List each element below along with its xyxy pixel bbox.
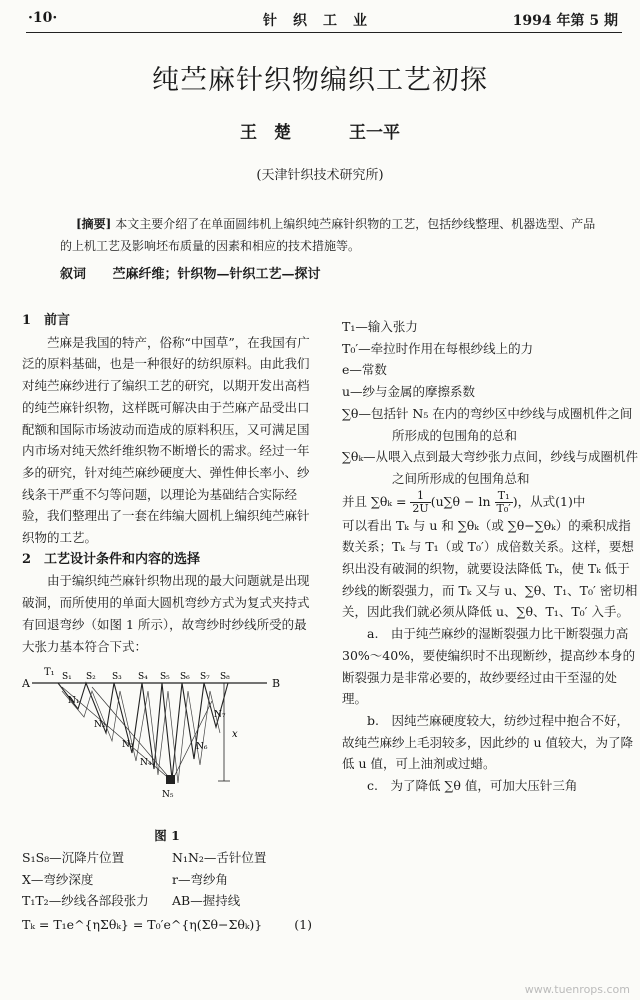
analysis-paragraph: 可以看出 Tₖ 与 u 和 ∑θₖ（或 ∑θ−∑θₖ）的乘积成指数关系；Tₖ 与 T₁（或 T₀′）成倍数关系。这样，要想织出没有破洞的织物，就要设法降低 Tₖ，使 Tₖ 低于纱线的断裂强力，而 Tₖ 又与 u、∑θ、T₁、T₀′ 密切相关，因此我们就必须从降低 u、∑θ、T₁、T₀′ 入手。 (342, 517, 638, 620)
label-n1: N₁ (68, 696, 80, 707)
definition-e: e—常数 (342, 362, 387, 378)
section-1-heading: 1 前言 (22, 313, 71, 328)
figure-caption: 图 1 (154, 828, 180, 844)
left-column (22, 310, 312, 936)
affiliation: (天津针织技术研究所) (256, 168, 384, 183)
label-b: B (272, 677, 281, 691)
label-a: A (22, 677, 30, 691)
label-n3: N₃ (122, 740, 134, 751)
legend-item: r—弯纱角 (172, 871, 228, 887)
legend-row-2 (22, 869, 312, 891)
section-2-heading: 2 工艺设计条件和内容的选择 (22, 551, 201, 567)
fraction-1-2u: $\frac{1}{2U}$ (412, 488, 429, 515)
section-1-paragraph: 苎麻是我国的特产，俗称“中国草”，在我国有广泛的原料基础，也是一种很好的纺织原料。由此我们对纯苎麻纱进行了编织工艺的研究，以期开发出高档的纯苎麻针织物，这样既可解决由于苎麻产品受出口配额和国际市场波动而造成的原料积压，又可满足国内市场对纯天然纤维织物不断增长的需求。经过一年多的研究，针对纯苎麻纱硬度大、弹性伸长率小、纱线条干严重不匀等问题，以理论为基础结合实际经验，我们整理出了一套在纬编大圆机上编织纯苎麻针织物的工艺。 (22, 334, 310, 546)
keywords (60, 263, 600, 282)
label-n5: N₅ (162, 790, 174, 801)
header-rule (26, 32, 622, 33)
paper-title: 纯苎麻针织物编织工艺初探 (152, 65, 488, 96)
label-s8: S₈ (220, 672, 230, 683)
running-header (28, 8, 618, 30)
needle-n5-marker (166, 775, 175, 784)
legend-item: X—弯纱深度 (22, 871, 94, 887)
legend-item: T₁T₂—纱线各部段张力 (22, 893, 149, 909)
definition-u: u—纱与金属的摩擦系数 (342, 384, 476, 400)
label-s3: S₃ (112, 672, 122, 683)
author-line (0, 118, 640, 143)
definition-t0: T₀′—牵拉时作用在每根纱线上的力 (342, 340, 534, 356)
journal-name: 针织工业 (263, 13, 383, 29)
right-column (342, 316, 638, 797)
figure-1 (22, 661, 312, 823)
legend-row-1 (22, 847, 312, 869)
measure-a: a. 由于纯苎麻纱的湿断裂强力比干断裂强力高 30%～40%，要使编织时不出现断纱，提高纱本身的断裂强力是非常必要的，故纱要经过由干至湿的处理。 (342, 626, 636, 707)
label-n2: N₂ (94, 720, 106, 731)
abstract-text: 本文主要介绍了在单面圆纬机上编织纯苎麻针织物的工艺，包括纱线整理、机器选型、产品的上机工艺及影响坯布质量的因素和相应的技术措施等。 (60, 217, 596, 253)
legend-item: N₁N₂—舌针位置 (172, 849, 267, 865)
fraction-t1-t0: $\frac{\text{T₁}}{\text{T₀′}}$ (496, 488, 511, 515)
author-1: 王 楚 (240, 123, 292, 143)
definition-sum-theta: ∑θ—包括针 N₅ 在内的弯纱区中纱线与成圈机件之间所形成的包围角的总和 (342, 405, 633, 443)
page-number: ·10· (28, 10, 58, 26)
definition-sum-theta-k: ∑θₖ—从喂入点到最大弯纱张力点间，纱线与成圈机件之间所形成的包围角总和 (342, 449, 639, 486)
label-s2: S₂ (86, 672, 96, 683)
measure-b: b. 因纯苎麻硬度较大，纺纱过程中抱合不好，故纯苎麻纱上毛羽较多，因此纱的 u 值较大，为了降低 u 值，可上油剂或过蜡。 (342, 712, 633, 772)
label-s7: S₇ (200, 672, 210, 683)
legend-item: AB—握持线 (172, 893, 241, 909)
abstract-label: [摘要] (76, 217, 112, 231)
measure-c: c. 为了降低 ∑θ 值，可加大压针三角 (367, 778, 578, 794)
equation-2: 并且 ∑θₖ = $\frac{1}{2U}$ (u∑θ − ln $\frac{\text{T₁}}{\text{T₀′}}$ )，从式(1)中 (342, 488, 586, 515)
issue-label: 1994 年第 5 期 (512, 13, 618, 29)
label-s6: S₆ (180, 672, 190, 683)
label-n4: N₄ (140, 758, 152, 769)
label-s1: S₁ (62, 672, 72, 683)
legend-item: S₁S₈—沉降片位置 (22, 849, 125, 865)
keywords-text: 苎麻纤维；针织物—针织工艺—探讨 (112, 267, 321, 282)
equation-number: (1) (294, 917, 312, 933)
knitting-diagram (22, 661, 312, 823)
watermark: www.tuenrops.com (524, 983, 630, 996)
abstract (60, 213, 596, 257)
keywords-label: 叙词 (60, 267, 87, 282)
equation-1 (22, 914, 312, 936)
author-2: 王一平 (348, 123, 400, 143)
label-t1: T₁ (44, 667, 55, 679)
definition-t1: T₁—输入张力 (342, 319, 418, 334)
equation-body: Tₖ = T₁e^{ηΣθₖ} = T₀′e^{η(Σθ−Σθₖ)} (22, 917, 263, 933)
section-2-paragraph: 由于编织纯苎麻针织物出现的最大问题就是出现破洞，而所使用的单面大圆机弯纱方式为复式夹持式有回退弯纱（如图 1 所示），故弯纱时纱线所受的最大张力基本符合下式： (22, 573, 310, 654)
legend-row-3 (22, 890, 312, 912)
label-n6: N₆ (196, 742, 208, 753)
label-x: x (232, 729, 238, 741)
label-s5: S₅ (160, 672, 170, 683)
label-s4: S₄ (138, 672, 148, 683)
label-n7: N₇ (214, 710, 226, 721)
